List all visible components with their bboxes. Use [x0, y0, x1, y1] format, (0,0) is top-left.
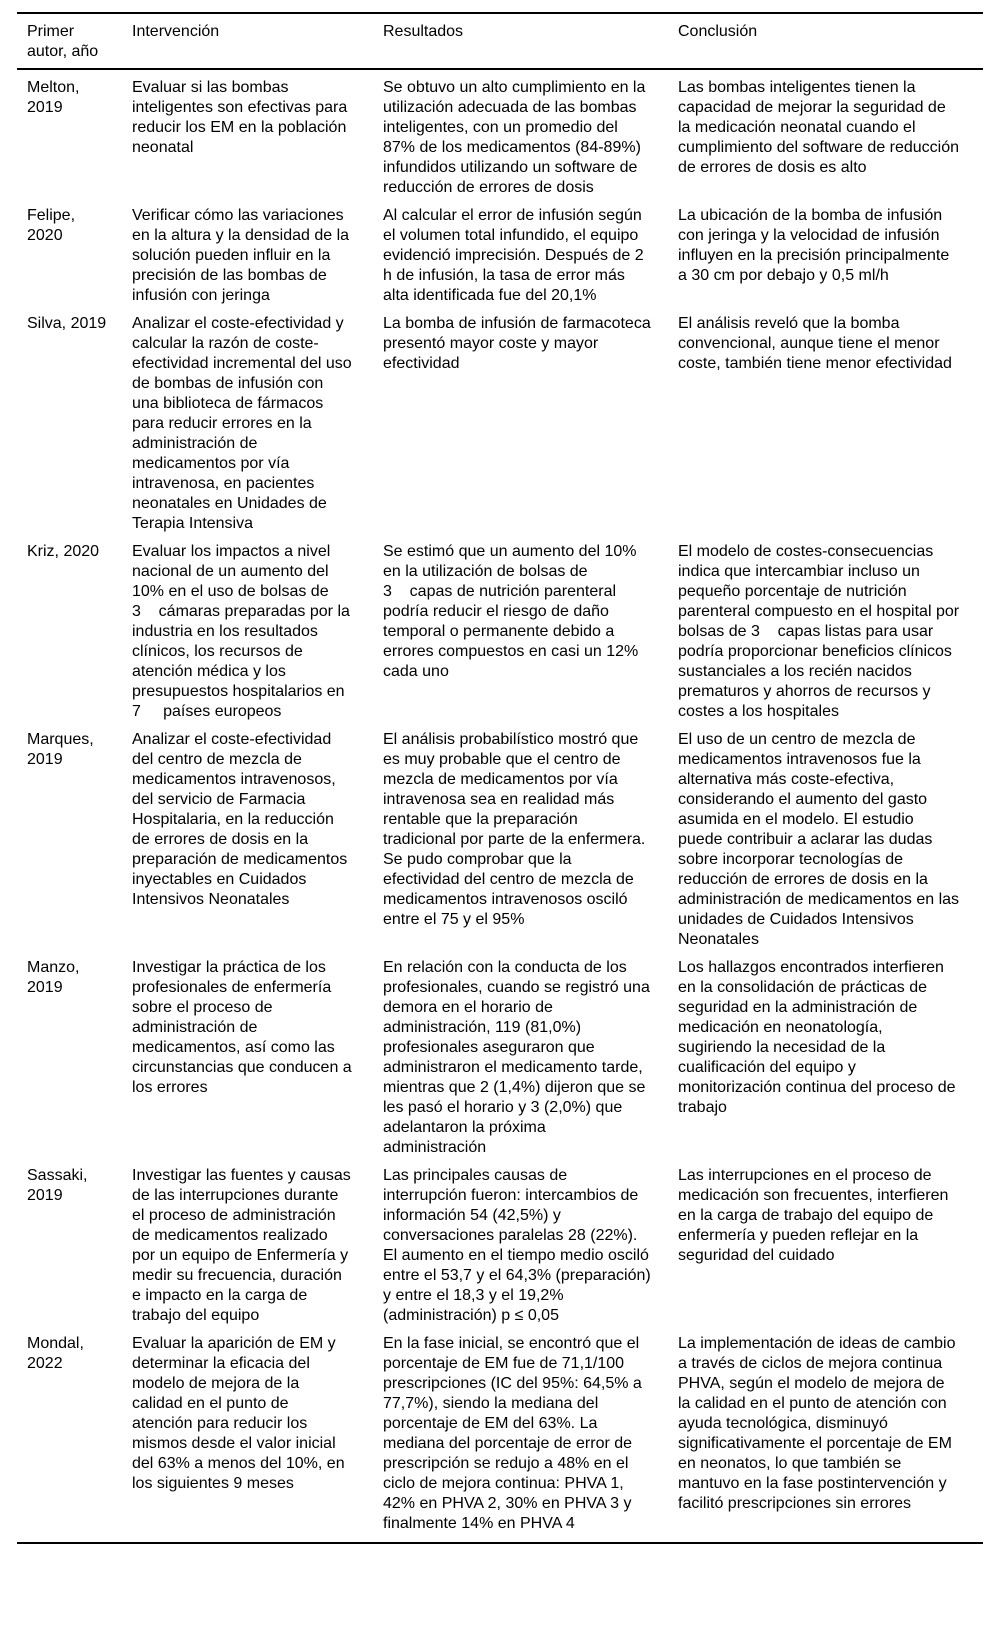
conclusion-cell: Las bombas inteligentes tienen la capacidad de mejorar la seguridad de la medicación neonatal cuando el cumplimiento del software de reducción de errores de dosis es alto: [678, 79, 960, 176]
table-header: [17, 13, 983, 69]
column-header-conclusion: Conclusión: [678, 13, 983, 69]
results-cell: Se estimó que un aumento del 10% en la utilización de bolsas de 3 capas de nutrición parenteral podría reducir el riesgo de daño temporal o permanente debido a errores compuestos en casi un 12% cada uno: [383, 543, 639, 680]
author-cell: Silva, 2019: [27, 315, 107, 332]
intervention-cell: Investigar la práctica de los profesionales de enfermería sobre el proceso de administración de medicamentos, así como las circunstancias que conducen a los errores: [132, 959, 352, 1096]
conclusion-cell: El modelo de costes-consecuencias indica que intercambiar incluso un pequeño porcentaje de nutrición parenteral compuesto en el hospital por bolsas de 3 capas listas para usar podría proporcionar beneficios clínicos sustanciales a los recién nacidos prematuros y ahorros de recursos y costes a los hospitales: [678, 543, 960, 720]
results-cell: Se obtuvo un alto cumplimiento en la utilización adecuada de las bombas inteligentes, con un promedio del 87% de los medicamentos (84-89%) infundidos utilizando un software de reducción de errores de dosis: [383, 79, 646, 196]
table-row-marques-2019: [17, 722, 983, 950]
table-row-mondal-2022: [17, 1326, 983, 1543]
column-header-author: Primer autor, año: [17, 13, 132, 69]
table-row-kriz-2020: [17, 534, 983, 722]
column-header-results: Resultados: [383, 13, 678, 69]
conclusion-cell: La implementación de ideas de cambio a través de ciclos de mejora continua PHVA, según el modelo de mejora de la calidad en el punto de atención con ayuda tecnológica, disminuyó significativamente el porcentaje de EM en neonatos, lo que también se mantuvo en la fase postintervención y facilitó prescripciones sin errores: [678, 1335, 956, 1512]
intervention-cell: Evaluar si las bombas inteligentes son efectivas para reducir los EM en la población neonatal: [132, 79, 348, 156]
results-cell: La bomba de infusión de farmacoteca presentó mayor coste y mayor efectividad: [383, 315, 651, 372]
intervention-cell: Analizar el coste-efectividad y calcular la razón de coste-efectividad incremental del uso de bombas de infusión con una biblioteca de fármacos para reducir errores en la administración de medicamentos por vía intravenosa, en pacientes neonatales en Unidades de Terapia Intensiva: [132, 315, 352, 532]
author-cell: Manzo, 2019: [27, 959, 80, 996]
author-cell: Sassaki, 2019: [27, 1167, 88, 1204]
conclusion-cell: El uso de un centro de mezcla de medicamentos intravenosos fue la alternativa más coste-efectiva, considerando el aumento del gasto asumida en el modelo. El estudio puede contribuir a aclarar las dudas sobre incorporar tecnologías de reducción de errores de dosis en la administración de medicamentos en las unidades de Cuidados Intensivos Neonatales: [678, 731, 960, 948]
conclusion-cell: Las interrupciones en el proceso de medicación son frecuentes, interfieren en la carga de trabajo del equipo de enfermería y pueden reflejar en la seguridad del cuidado: [678, 1167, 949, 1264]
table-row-melton-2019: [17, 69, 983, 198]
table-body: [17, 69, 983, 1543]
table-row-silva-2019: [17, 306, 983, 534]
author-cell: Marques, 2019: [27, 731, 94, 768]
conclusion-cell: El análisis reveló que la bomba convencional, aunque tiene el menor coste, también tiene menor efectividad: [678, 315, 952, 372]
author-cell: Felipe, 2020: [27, 207, 76, 244]
author-cell: Melton, 2019: [27, 79, 80, 116]
header-row: [17, 13, 983, 69]
systematic-review-table: [17, 12, 983, 1544]
intervention-cell: Investigar las fuentes y causas de las interrupciones durante el proceso de administración de medicamentos realizado por un equipo de Enfermería y medir su frecuencia, duración e impacto en la carga de trabajo del equipo: [132, 1167, 351, 1324]
results-cell: En relación con la conducta de los profesionales, cuando se registró una demora en el horario de administración, 119 (81,0%) profesionales aseguraron que administraron el medicamento tarde, mientras que 2 (1,4%) dijeron que se les pasó el horario y 3 (2,0%) que adelantaron la próxima administración: [383, 959, 650, 1156]
results-cell: Las principales causas de interrupción fueron: intercambios de información 54 (42,5%) y conversaciones paralelas 28 (22%). El aumento en el tiempo medio osciló entre el 53,7 y el 64,3% (preparación) y entre el 18,3 y el 19,2% (administración) p ≤ 0,05: [383, 1167, 651, 1324]
results-cell: Al calcular el error de infusión según el volumen total infundido, el equipo evidenció imprecisión. Después de 2 h de infusión, la tasa de error más alta identificada fue del 20,1%: [383, 207, 644, 304]
results-cell: El análisis probabilístico mostró que es muy probable que el centro de mezcla de medicamentos por vía intravenosa sea en realidad más rentable que la preparación tradicional por parte de la enfermera. Se pudo comprobar que la efectividad del centro de mezcla de medicamentos intravenosos osciló entre el 75 y el 95%: [383, 731, 646, 928]
author-cell: Kriz, 2020: [27, 543, 100, 560]
intervention-cell: Evaluar los impactos a nivel nacional de un aumento del 10% en el uso de bolsas de 3 cámaras preparadas por la industria en los resultados clínicos, los recursos de atención médica y los presupuestos hospitalarios en 7 países europeos: [132, 543, 350, 720]
table-row-sassaki-2019: [17, 1158, 983, 1326]
intervention-cell: Analizar el coste-efectividad del centro de mezcla de medicamentos intravenosos, del servicio de Farmacia Hospitalaria, en la reducción de errores de dosis en la preparación de medicamentos inyectables en Cuidados Intensivos Neonatales: [132, 731, 348, 908]
intervention-cell: Evaluar la aparición de EM y determinar la eficacia del modelo de mejora de la calidad en el punto de atención para reducir los mismos desde el valor inicial del 63% a menos del 10%, en los siguientes 9 meses: [132, 1335, 345, 1492]
column-header-intervention: Intervención: [132, 13, 383, 69]
conclusion-cell: Los hallazgos encontrados interfieren en la consolidación de prácticas de seguridad en la administración de medicación en neonatología, sugiriendo la necesidad de la cualificación del equipo y monitorización continua del proceso de trabajo: [678, 959, 956, 1116]
table-row-manzo-2019: [17, 950, 983, 1158]
intervention-cell: Verificar cómo las variaciones en la altura y la densidad de la solución pueden influir en la precisión de las bombas de infusión con jeringa: [132, 207, 350, 304]
conclusion-cell: La ubicación de la bomba de infusión con jeringa y la velocidad de infusión influyen en la precisión principalmente a 30 cm por debajo y 0,5 ml/h: [678, 207, 950, 284]
table-row-felipe-2020: [17, 198, 983, 306]
author-cell: Mondal, 2022: [27, 1335, 84, 1372]
results-cell: En la fase inicial, se encontró que el porcentaje de EM fue de 71,1/100 prescripciones (IC del 95%: 64,5% a 77,7%), siendo la mediana del porcentaje de EM del 63%. La mediana del porcentaje de error de prescripción se redujo a 48% en el ciclo de mejora continua: PHVA 1, 42% en PHVA 2, 30% en PHVA 3 y finalmente 14% en PHVA 4: [383, 1335, 642, 1532]
